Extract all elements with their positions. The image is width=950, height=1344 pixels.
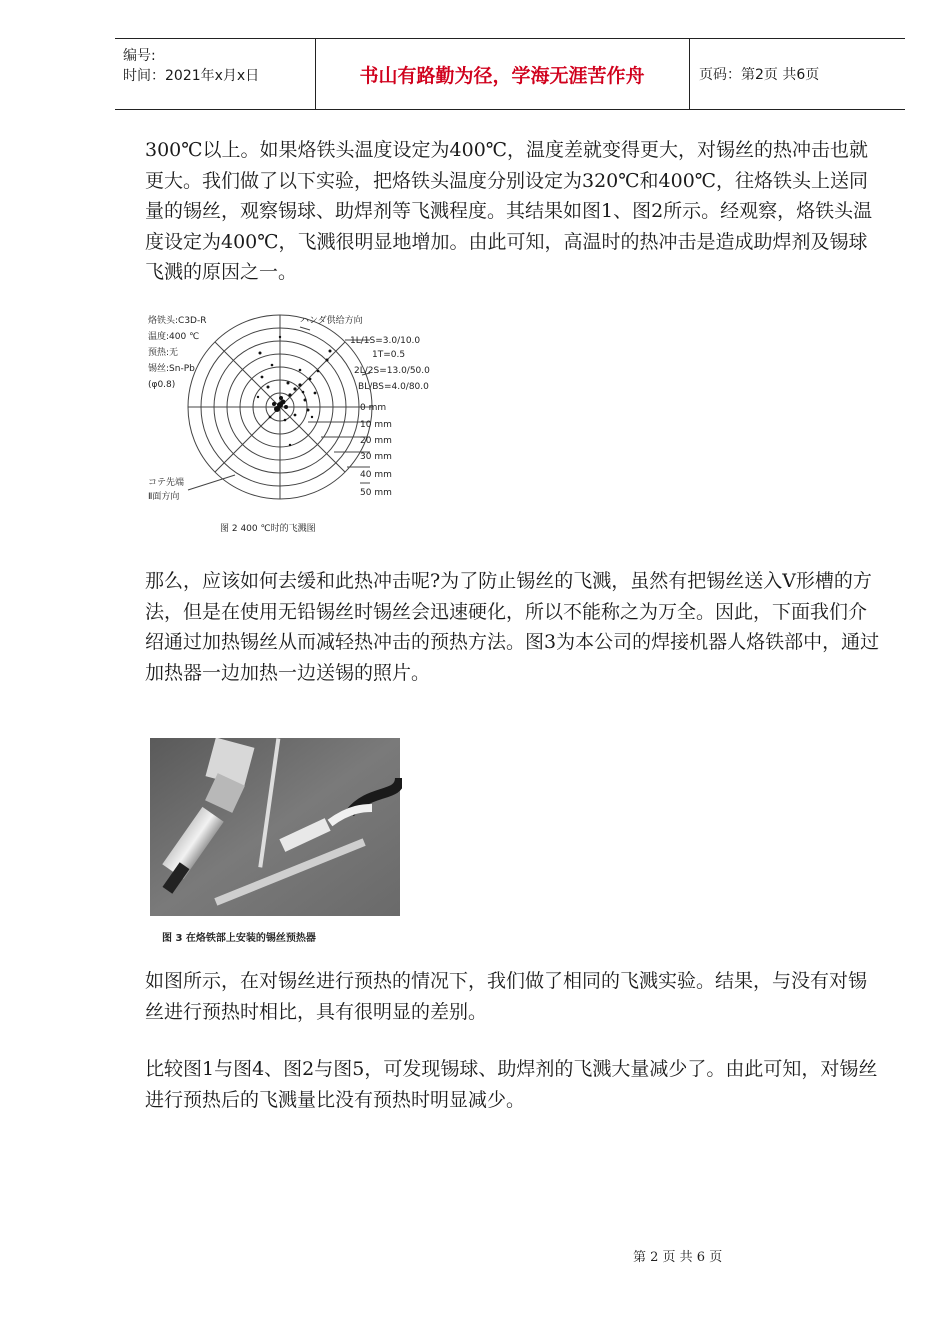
fig2-info-2: 温度:400 ℃	[148, 332, 200, 342]
header-page: 页码：第2页 共6页	[699, 67, 820, 83]
header-motto: 书山有路勤为径，学海无涯苦作舟	[315, 39, 690, 109]
fig2-radius-10: 10 mm	[360, 420, 392, 430]
figure-3-preheater-photo	[150, 738, 402, 948]
fig2-radius-30: 30 mm	[360, 452, 392, 462]
fig2-caption: 图 2 400 ℃时的飞溅图	[220, 524, 316, 534]
fig2-tip-label-2: Ⅱ面方向	[148, 492, 180, 502]
fig2-info-4: 锡丝:Sn-Pb	[148, 364, 195, 374]
header-number: 编号:	[123, 48, 156, 64]
figure-2-splatter-diagram	[140, 305, 460, 540]
fig2-param-4: BL/BS=4.0/80.0	[358, 382, 429, 392]
fig3-caption: 图 3 在烙铁部上安装的锡丝预热器	[162, 933, 316, 944]
fig2-radius-40: 40 mm	[360, 470, 392, 480]
fig2-radius-50: 50 mm	[360, 488, 392, 498]
page-header	[115, 38, 905, 110]
header-time: 时间：2021年x月x日	[123, 68, 260, 84]
fig2-param-3: 2L/2S=13.0/50.0	[354, 366, 430, 376]
fig2-tip-label-1: コテ先端	[148, 478, 185, 488]
fig2-radius-20: 20 mm	[360, 436, 392, 446]
page-footer: 第 2 页 共 6 页	[633, 1250, 723, 1265]
fig2-radius-0: 0 mm	[360, 403, 387, 413]
header-meta	[115, 39, 316, 109]
paragraph-2: 那么，应该如何去缓和此热冲击呢?为了防止锡丝的飞溅，虽然有把锡丝送入V形槽的方法，但是在使用无铅锡丝时锡丝会迅速硬化，所以不能称之为万全。因此，下面我们介绍通过加热锡丝从而减轻热冲击的预热方法。图3为本公司的焊接机器人烙铁部中，通过加热器一边加热一边送锡的照片。	[145, 570, 880, 684]
fig2-info-3: 预热:无	[148, 348, 179, 358]
paragraph-4: 比较图1与图4、图2与图5，可发现锡球、助焊剂的飞溅大量减少了。由此可知，对锡丝进行预热后的飞溅量比没有预热时明显减少。	[145, 1058, 878, 1111]
paragraph-1: 300℃以上。如果烙铁头温度设定为400℃，温度差就变得更大，对锡丝的热冲击也就更大。我们做了以下实验，把烙铁头温度分别设定为320℃和400℃，往烙铁头上送同量的锡丝，观察锡球、助焊剂等飞溅程度。其结果如图1、图2所示。经观察，烙铁头温度设定为400℃，飞溅很明显地增加。由此可知，高温时的热冲击是造成助焊剂及锡球飞溅的原因之一。	[145, 139, 873, 283]
fig2-param-2: 1T=0.5	[372, 350, 406, 360]
fig2-feed-direction: ハンダ供给方向	[300, 316, 363, 326]
fig2-param-1: 1L/1S=3.0/10.0	[350, 336, 421, 346]
fig2-info-1: 烙铁头:C3D-R	[148, 316, 207, 326]
paragraph-3: 如图所示，在对锡丝进行预热的情况下，我们做了相同的飞溅实验。结果，与没有对锡丝进行预热时相比，具有很明显的差别。	[145, 970, 868, 1023]
fig2-info-5: (φ0.8)	[148, 380, 176, 390]
